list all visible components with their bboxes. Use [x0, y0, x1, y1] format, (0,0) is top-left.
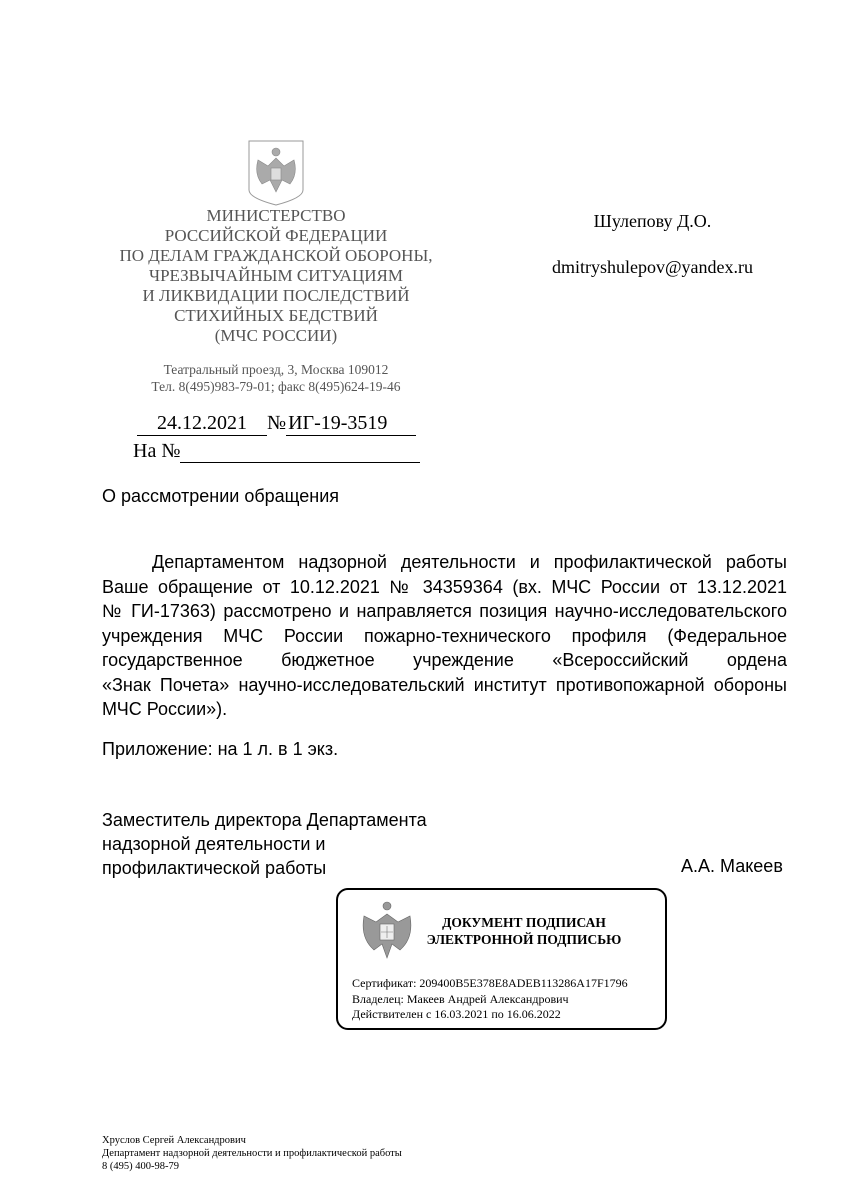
ministry-line: ПО ДЕЛАМ ГРАЖДАНСКОЙ ОБОРОНЫ, [119, 246, 433, 265]
document-number: ИГ-19-3519 [286, 412, 416, 436]
ministry-address [100, 361, 452, 395]
ministry-line: МИНИСТЕРСТВО [206, 206, 346, 225]
stamp-title-line: ДОКУМЕНТ ПОДПИСАН [442, 915, 606, 930]
number-sign: № [267, 412, 287, 434]
appendix: Приложение: на 1 л. в 1 экз. [102, 739, 339, 759]
reply-number-blank [180, 444, 420, 463]
phones-line: Тел. 8(495)983-79-01; факс 8(495)624-19-46 [151, 379, 401, 394]
position-line: профилактической работы [102, 858, 327, 878]
body-text [102, 550, 787, 722]
ministry-line: (МЧС РОССИИ) [214, 326, 338, 345]
ministry-line: И ЛИКВИДАЦИИ ПОСЛЕДСТВИЙ [142, 286, 410, 305]
recipient-name: Шулепову Д.О. [593, 211, 712, 231]
executor-department: Департамент надзорной деятельности и профилактической работы [102, 1148, 402, 1159]
ministry-line: РОССИЙСКОЙ ФЕДЕРАЦИИ [164, 226, 388, 245]
russian-coat-of-arms-icon [248, 140, 304, 206]
ministry-line: СТИХИЙНЫХ БЕДСТВИЙ [174, 306, 378, 325]
reply-to-line [133, 440, 420, 463]
executor-phone: 8 (495) 400-98-79 [102, 1161, 179, 1172]
body-line: № ГИ-17363) рассмотрено и направляется позиция научно-исследовательского [102, 601, 787, 621]
mchs-emblem-icon [360, 898, 414, 962]
signer-position [102, 808, 427, 880]
stamp-info [352, 976, 628, 1023]
body-line: государственное бюджетное учреждение «Всероссийский ордена [102, 650, 787, 670]
signer-name: А.А. Макеев [681, 856, 783, 876]
position-line: Заместитель директора Департамента [102, 810, 427, 830]
stamp-title-line: ЭЛЕКТРОННОЙ ПОДПИСЬЮ [426, 932, 622, 947]
body-line: Департаментом надзорной деятельности и профилактической работы [152, 552, 787, 572]
certificate-owner: Владелец: Макеев Андрей Александрович [352, 991, 569, 1006]
certificate-validity: Действителен с 16.03.2021 по 16.06.2022 [352, 1007, 561, 1021]
subject: О рассмотрении обращения [102, 486, 340, 506]
reply-label: На № [133, 440, 181, 462]
address-line: Театральный проезд, 3, Москва 109012 [163, 362, 389, 377]
electronic-signature-stamp [336, 888, 667, 1030]
document-date: 24.12.2021 [137, 412, 267, 436]
registration-line [137, 412, 416, 436]
ministry-line: ЧРЕЗВЫЧАЙНЫМ СИТУАЦИЯМ [149, 266, 403, 285]
ministry-name [100, 206, 452, 346]
body-line: учреждения МЧС России пожарно-технического профиля (Федеральное [102, 625, 787, 646]
executor-info [102, 1134, 402, 1173]
body-line: Ваше обращение от 10.12.2021 № 34359364 (вх. МЧС России от 13.12.2021 [102, 576, 787, 597]
body-line: МЧС России»). [102, 699, 228, 719]
recipient-email: dmitryshulepov@yandex.ru [551, 257, 754, 277]
certificate-number: Сертификат: 209400B5E378E8ADEB113286A17F1796 [352, 976, 628, 990]
stamp-title [424, 914, 624, 948]
position-line: надзорной деятельности и [102, 834, 326, 854]
recipient [540, 198, 765, 290]
executor-name: Хруслов Сергей Александрович [102, 1135, 246, 1146]
body-line: «Знак Почета» научно-исследовательский институт противопожарной обороны [102, 674, 787, 695]
